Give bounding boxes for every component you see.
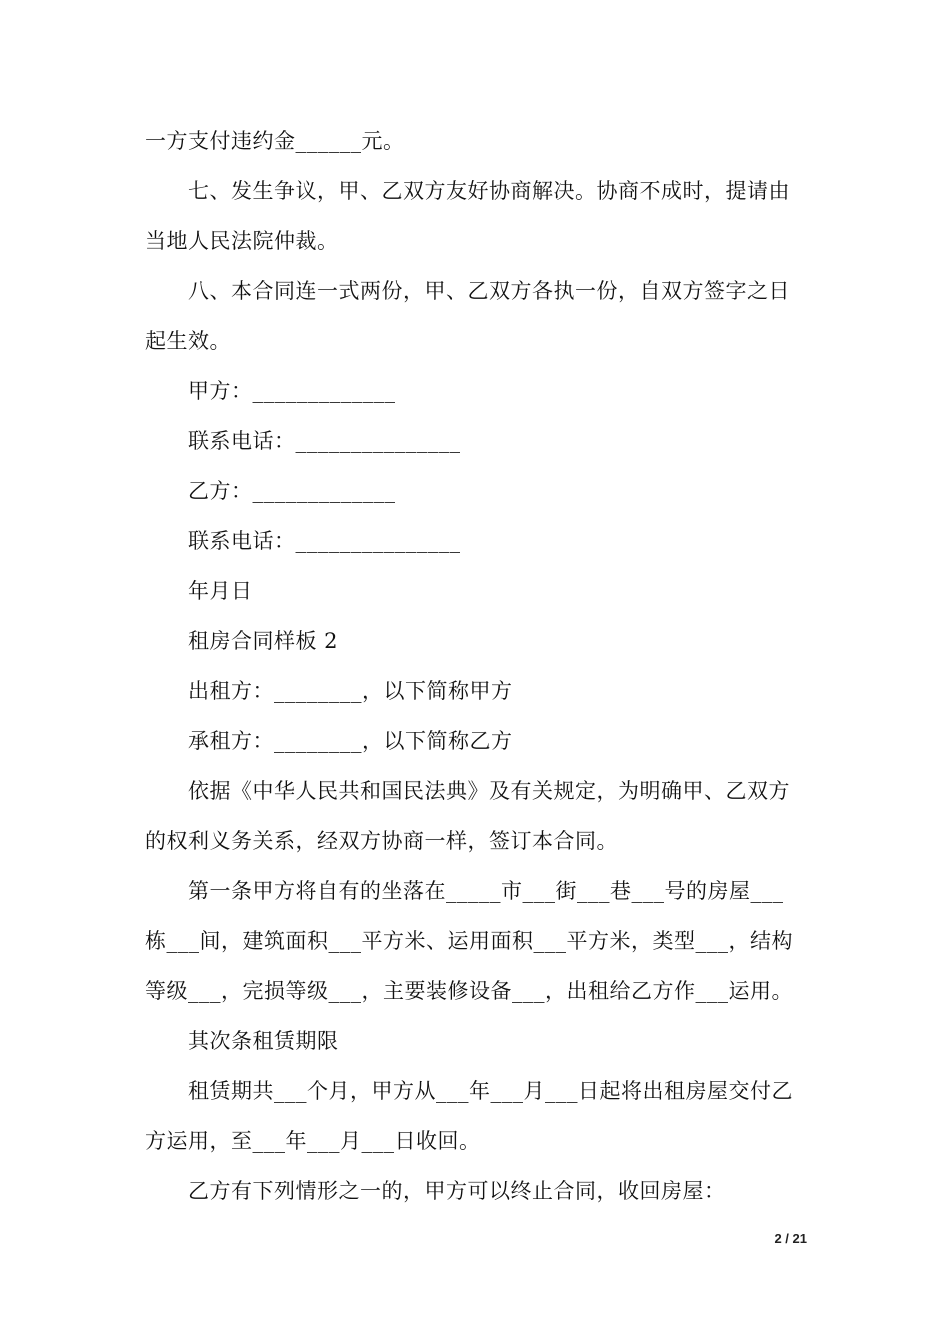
text-line-3: 当地人民法院仲裁。: [145, 229, 339, 253]
text-line-4: 八、本合同连一式两份，甲、乙双方各执一份，自双方签字之日: [188, 279, 790, 303]
lessee-line: 承租方：________，以下简称乙方: [188, 729, 513, 753]
article-2-heading: 其次条租赁期限: [188, 1029, 339, 1053]
termination-line: 乙方有下列情形之一的，甲方可以终止合同，收回房屋：: [188, 1179, 726, 1203]
text-line-1: 一方支付违约金______元。: [145, 129, 405, 153]
party-b-line: 乙方：_____________: [188, 479, 396, 503]
date-line: 年月日: [188, 579, 253, 603]
party-a-line: 甲方：_____________: [188, 379, 396, 403]
text-line-2: 七、发生争议，甲、乙双方友好协商解决。协商不成时，提请由: [188, 179, 790, 203]
page-number: 2 / 21: [774, 1231, 807, 1246]
party-a-phone-line: 联系电话：_______________: [188, 429, 461, 453]
party-b-phone-line: 联系电话：_______________: [188, 529, 461, 553]
lease-term-line-2: 方运用，至___年___月___日收回。: [145, 1129, 481, 1153]
lease-term-line-1: 租赁期共___个月，甲方从___年___月___日起将出租房屋交付乙: [188, 1079, 793, 1103]
article-1-line-2: 栋___间，建筑面积___平方米、运用面积___平方米，类型___，结构: [145, 929, 793, 953]
text-line-5: 起生效。: [145, 329, 231, 353]
document-body: [145, 116, 807, 1216]
article-1-line-1: 第一条甲方将自有的坐落在_____市___街___巷___号的房屋___: [188, 879, 784, 903]
text-line-15: 的权利义务关系，经双方协商一样，签订本合同。: [145, 829, 618, 853]
section-title: 租房合同样板 2: [188, 629, 339, 653]
article-1-line-3: 等级___，完损等级___，主要装修设备___，出租给乙方作___运用。: [145, 979, 793, 1003]
text-line-14: 依据《中华人民共和国民法典》及有关规定，为明确甲、乙双方: [188, 779, 790, 803]
lessor-line: 出租方：________，以下简称甲方: [188, 679, 513, 703]
